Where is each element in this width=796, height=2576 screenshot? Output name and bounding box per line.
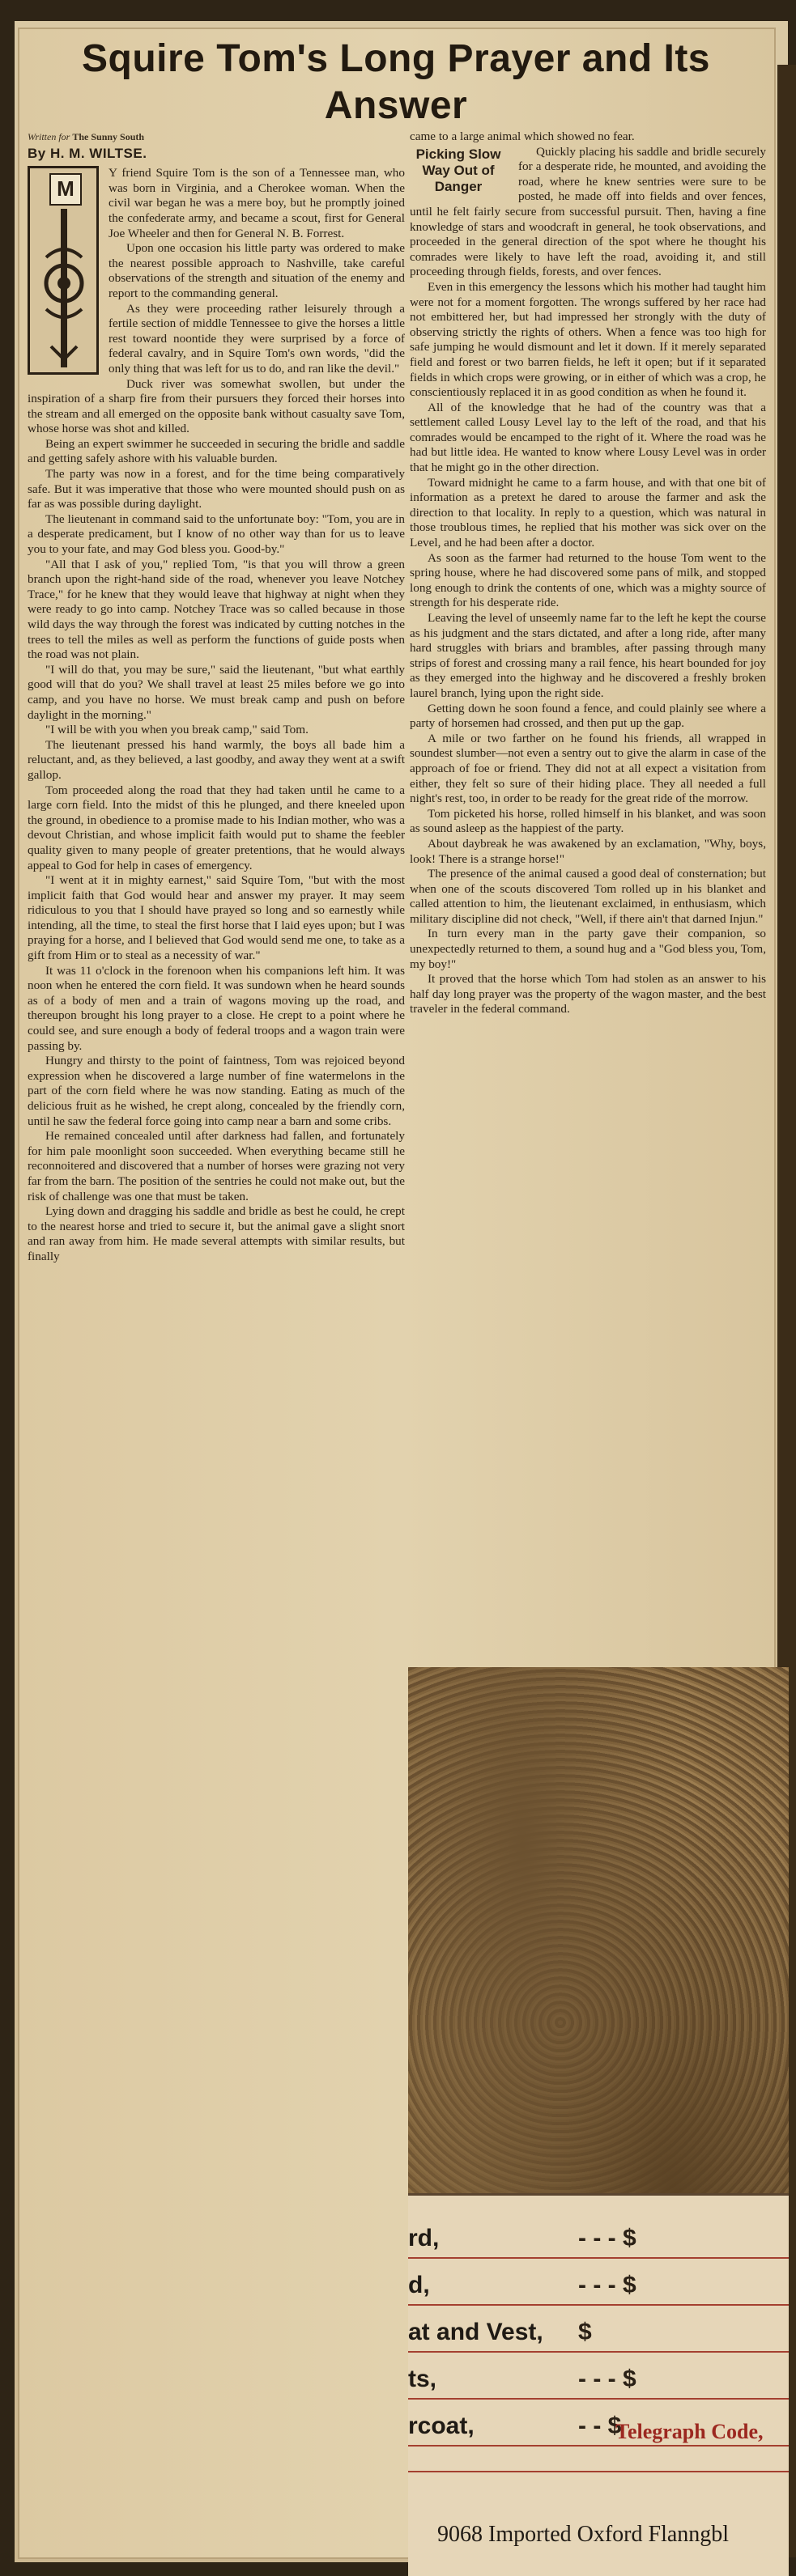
- article-paragraph: "I will do that, you may be sure," said the lieutenant, "but what earthly good will that do you? We shall travel at least 25 miles before we go into camp, and you have no horse. We must break camp and push on before daylight in the morning.": [28, 662, 405, 722]
- article-paragraph: "All that I ask of you," replied Tom, "is that you will throw a green branch upon the right-hand side of the road, whenever you leave Notchey Trace," for he knew that they would leave that highway at night when they were ready to go into camp. Notchey Trace was so called because in those wild days the way through the forest was indicated by cutting notches in the trees to tell the miles as well as perform the functions of guide posts when the road was not plain.: [28, 557, 405, 662]
- ledger-row: [408, 2306, 789, 2353]
- article-byline: By H. M. WILTSE.: [28, 145, 147, 161]
- article-paragraph: Quickly placing his saddle and bridle securely for a desperate ride, he mounted, and avoiding the road, where he knew sentries were sure to be posted, he made off into fields and over fences, until he felt fairly secure from successful pursuit. Then, having a fine knowledge of stars and woodcraft in general, he took observations, and proceeded in the general direction of the spot where he thought his comrades were likely to have left the road, avoiding it, and still proceeding through fields, forests, and over fences.: [410, 144, 766, 279]
- telegraph-code-label: Telegraph Code,: [615, 2420, 764, 2443]
- ledger-row-dollar: $: [578, 2319, 592, 2345]
- article-headline: Squire Tom's Long Prayer and Its Answer: [81, 37, 710, 127]
- ledger-row-dollar: - - - $: [578, 2225, 636, 2251]
- article-credit: Written for The Sunny South: [28, 131, 145, 142]
- ledger-bottom-line: 9068 Imported Oxford Flanngbl: [437, 2522, 730, 2547]
- drop-cap-letter: M: [49, 173, 82, 206]
- ledger-row-label: rd,: [408, 2225, 440, 2251]
- article-paragraph: As soon as the farmer had returned to the house Tom went to the spring house, where he had discovered some pans of milk, and stopped long enough to drink the contents of one, which was a mighty source of strength for his desperate ride.: [410, 550, 766, 610]
- article-paragraph: "I will be with you when you break camp," said Tom.: [45, 723, 309, 737]
- ledger-row-label: rcoat,: [408, 2413, 475, 2439]
- ledger-row-dollar: - - - $: [578, 2272, 636, 2298]
- article-paragraph: Duck river was somewhat swollen, but under the inspiration of a sharp fire from their pursuers they forced their horses into the stream and all emerged on the opposite bank without casualty save Tom, whose horse was shot and killed.: [28, 376, 405, 436]
- article-paragraph: Toward midnight he came to a farm house, and with that one bit of information as a pretext he dared to arouse the farmer and ask the direction to that locality. In reply to a question, which was natural in those troublous times, he replied that his mother was sick over on the Level, and he had been after a doctor.: [410, 475, 766, 550]
- article-paragraph: The lieutenant in command said to the unfortunate boy: "Tom, you are in a desperate predicament, but I know of no other way than for us to leave you to your fate, and may God bless you. Good-by.": [28, 511, 405, 557]
- column-2-top-paragraphs: [410, 129, 766, 280]
- article-paragraph: Leaving the level of unseemly name far to the left he kept the course as his judgment and the stars dictated, and after a long ride, after many hard struggles with briars and brambles, after passing through many strips of forest and crossing many a rail fence, his heart bounded for joy as they emerged into the highway and he discovered a freshly broken laurel branch, lying upon the right side.: [410, 611, 766, 700]
- article-paragraph: As they were proceeding rather leisurely through a fertile section of middle Tennessee to give the horses a little rest toward noontide they were surprised by a force of federal cavalry, and in Squire Tom's own words, "did the only thing that was left for us to do, and ran like the devil.": [109, 301, 405, 376]
- article-paragraph: In turn every man in the party gave their companion, so unexpectedly returned to them, a sound hug and a "God bless you, Tom, my boy!": [410, 927, 766, 971]
- ledger-row-dollar: - - - $: [578, 2366, 636, 2392]
- article-paragraph: Even in this emergency the lessons which his mother had taught him were not for a moment forgotten. The wrongs suffered by her race had not embittered her, but had impressed her strongly with the duty of observing strictly the rights of others. When a fence was too high for safe jumping he would dismount and let it down. If it merely separated field and forest or two barren fields, he left it open; but if it separated fields in which crops were growing, or in either of which was a crop, he conscientiously replaced it in as good condition as when he found it.: [410, 279, 766, 400]
- article-paragraph: He remained concealed until after darkness had fallen, and fortunately for him pale moonlight soon succeeded. When everything became still he reconnoitered and discovered that a number of horses were grazing not very far from the barn. The position of the sentries he could not make out, but the risk of challenge was one that must be taken.: [28, 1129, 405, 1203]
- ledger-row: [408, 2259, 789, 2306]
- article-paragraph: It proved that the horse which Tom had stolen as an answer to his half day long prayer was the property of the wagon master, and the best traveler in the federal command.: [410, 972, 766, 1016]
- ledger-row: [408, 2353, 789, 2400]
- drop-cap-ornament: [28, 166, 99, 375]
- column-2-paragraphs: [410, 280, 766, 1017]
- ledger-row-dollar: - - $: [578, 2413, 622, 2439]
- article-paragraph: Hungry and thirsty to the point of faintness, Tom was rejoiced beyond expression when he discovered a large number of fine watermelons in the part of the corn field where he was now standing. Eating as much of the delicious fruit as he wished, he crept along, concealed by the friendly corn, until he saw the federal force going into camp near a barn and some cribs.: [28, 1054, 405, 1128]
- ornament-icon: [35, 209, 93, 367]
- article-paragraph: Tom picketed his horse, rolled himself in his blanket, and was soon as sound asleep as the happiest of the party.: [410, 806, 766, 836]
- article-paragraph: A mile or two farther on he found his friends, all wrapped in soundest slumber—not even a sentry out to give the alarm in case of the approach of foe or friend. They did not at all expect a visitation from either, they felt so sure of their hiding place. They all needed a full night's rest, too, in order to be ready for the great ride of the morrow.: [410, 731, 766, 806]
- article-paragraph: About daybreak he was awakened by an exclamation, "Why, boys, look! There is a strange horse!": [410, 836, 766, 866]
- article-paragraph: The party was now in a forest, and for the time being comparatively safe. But it was imperative that those who were mounted should push on as far as was possible during daylight.: [28, 467, 405, 511]
- article-column-1: [28, 129, 405, 1265]
- ledger-fragment: [408, 2193, 789, 2576]
- ledger-row: [408, 2212, 789, 2259]
- article-column-2: [410, 129, 766, 1017]
- article-paragraph: Lying down and dragging his saddle and bridle as best he could, he crept to the nearest horse and tried to secure it, but the animal gave a slight snort and ran away from him. He made several attempts with similar results, but finally: [28, 1204, 405, 1263]
- article-paragraph: Getting down he soon found a fence, and could plainly see where a party of horsemen had crossed, and then put up the gap.: [410, 701, 766, 731]
- article-paragraph: came to a large animal which showed no fear.: [410, 129, 635, 143]
- article-paragraph: "I went at it in mighty earnest," said Squire Tom, "but with the most implicit faith that God would hear and answer my prayer. It may seem ridiculous to you that I should have prayed so long and so earnestly while intending, all the time, to steal the first horse that I laid eyes upon; but I was praying for a horse, and I believed that God would send me one, to take as a gift from Him or to steal as a necessity of war.": [28, 873, 405, 963]
- ledger-row-label: at and Vest,: [408, 2319, 543, 2345]
- ledger-divider: [408, 2471, 789, 2472]
- ledger-row-label: ts,: [408, 2366, 437, 2392]
- article-paragraph: It was 11 o'clock in the forenoon when his companions left him. It was noon when he entered the corn field. It was sundown when he heard sounds as of a body of men and a train of wagons moving up the road, and thereupon brought his long prayer to a close. He crept to a point where he could see, and sure enough a body of federal troops and a wagon train were passing by.: [28, 963, 405, 1053]
- article-paragraph: The lieutenant pressed his hand warmly, the boys all bade him a reluctant, and, as they believed, a last goodby, and away they went at a swift gallop.: [28, 737, 405, 782]
- article-paragraph: All of the knowledge that he had of the country was that a settlement called Lousy Level lay to the left of the road, and that his comrades would be encamped to the right of it. Where the road was he had but little idea. He wanted to know where Lousy Level was in order that he might go in the other direction.: [410, 400, 766, 475]
- article-paragraph: Tom proceeded along the road that they had taken until he came to a large corn field. Into the midst of this he plunged, and there kneeled upon the ground, in obedience to a promise made to his Indian mother, who was a devout Christian, and whose implicit faith would put to shame the feebler quality given to many people of greater pretentions, that he would always appeal to God for help in cases of emergency.: [28, 783, 405, 872]
- side-heading: Picking Slow Way Out of Danger: [415, 146, 501, 194]
- article-paragraph: Upon one occasion his little party was ordered to make the nearest possible approach to Nashville, take careful observations of the strength and situation of the enemy and report to the commanding general.: [109, 241, 405, 300]
- article-paragraph: Y friend Squire Tom is the son of a Tennessee man, who was born in Virginia, and a Cherokee woman. When the civil war began he was a mere boy, but he promptly joined the confederate army, and became a scout, first for General Joe Wheeler and then for General N. B. Forrest.: [109, 166, 405, 240]
- article-paragraph: Being an expert swimmer he succeeded in securing the bridle and saddle and getting safely ashore with his valuable burden.: [28, 436, 405, 466]
- ledger-row-label: d,: [408, 2272, 430, 2298]
- article-paragraph: The presence of the animal caused a good deal of consternation; but when one of the scouts discovered Tom rolled up in his blanket and called attention to him, the lieutenant exclaimed, in enthusiasm, which military discipline did not check, "Well, if there ain't that darned Injun.": [410, 867, 766, 926]
